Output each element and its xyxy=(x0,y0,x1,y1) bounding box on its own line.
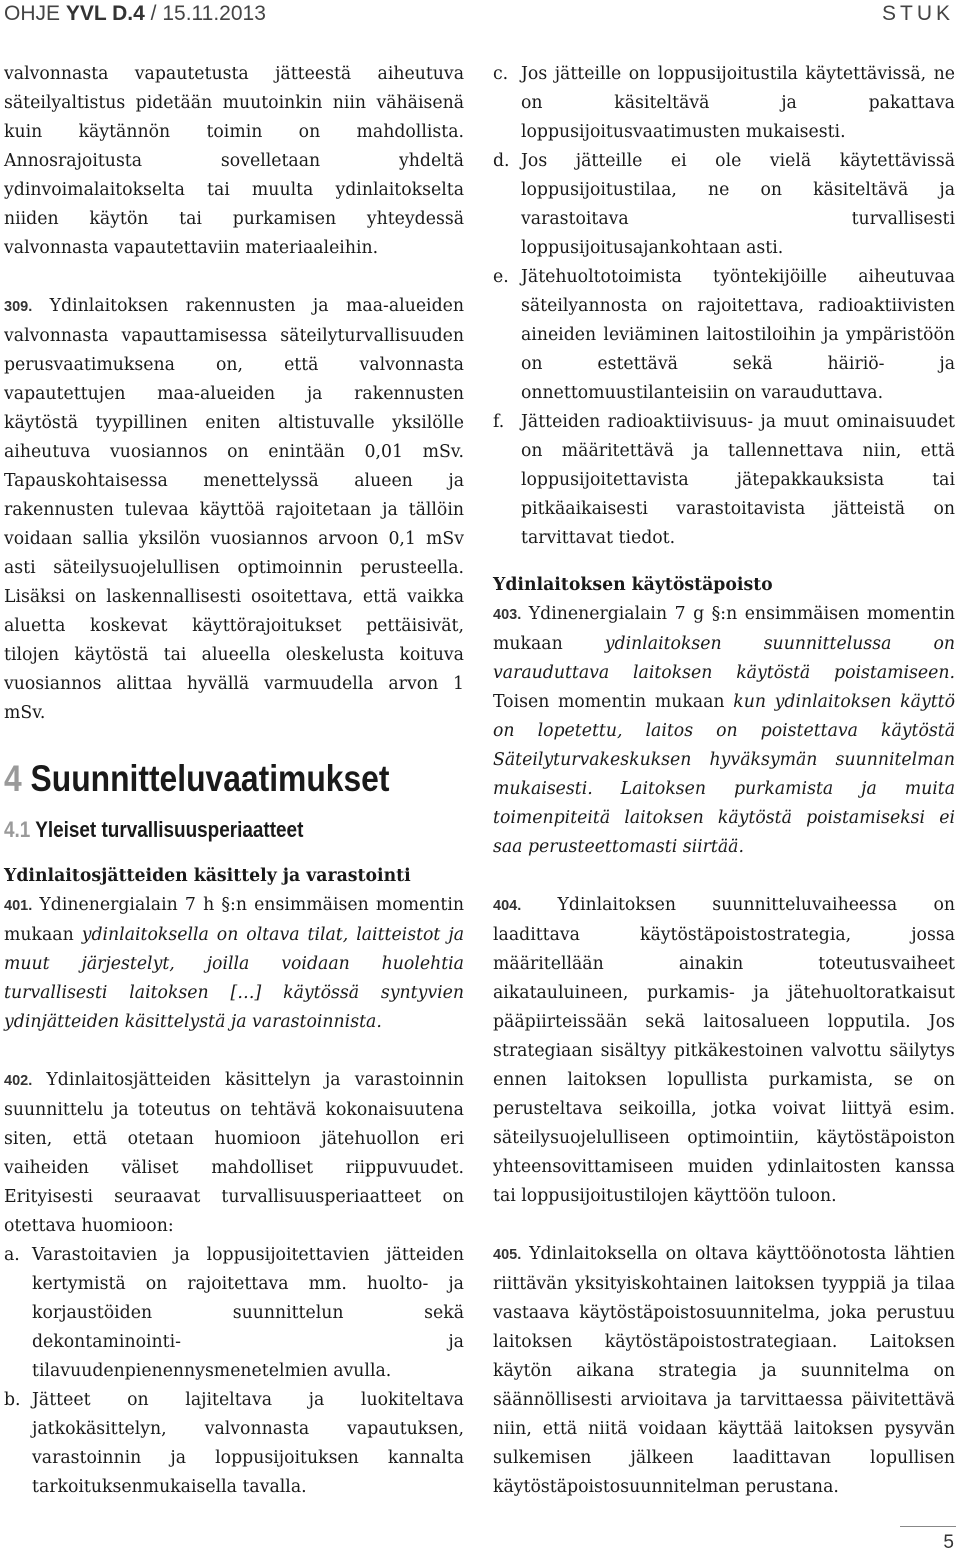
doc-code: YVL D.4 xyxy=(65,2,145,25)
list-label: d. xyxy=(493,151,510,171)
paragraph-text: Toisen momentin mukaan xyxy=(493,692,734,712)
list-item xyxy=(4,1241,464,1386)
list-label: e. xyxy=(493,267,509,287)
doc-type: OHJE xyxy=(4,2,66,25)
page-number: 5 xyxy=(943,1532,954,1553)
paragraph-number: 405. xyxy=(493,1247,522,1263)
chapter-number: 4 xyxy=(4,758,22,799)
subheading-waste-handling: Ydinlaitosjätteiden käsittely ja varastointi xyxy=(4,866,411,886)
paragraph-404 xyxy=(493,891,955,1211)
paragraph-text: Ydinenergialain 7 g §:n ensimmäisen momentin mukaan xyxy=(493,604,955,654)
list-text: Jätehuoltotoimista työntekijöille aiheutuvaa säteilyannosta on rajoitettava, radioaktiivisten aineiden leviäminen laitostiloihin ja ympäristöön on estettävä sekä häiriö- ja onnettomuustilanteisiin on varauduttava. xyxy=(521,267,955,403)
right-column xyxy=(493,60,955,1502)
doc-date: / 15.11.2013 xyxy=(144,2,266,25)
list-text: Jätteet on lajiteltava ja luokiteltava jatkokäsittelyn, valvonnasta vapautuksen, varastoinnin ja loppusijoituksen kannalta tarkoituksenmukaisella tavalla. xyxy=(32,1390,464,1497)
paragraph-number: 404. xyxy=(493,898,522,914)
paragraph-number: 309. xyxy=(4,299,33,315)
paragraph-401 xyxy=(4,891,464,1037)
paragraph-quote: ydinlaitoksen suunnittelussa on varauduttava laitoksen käytöstä poistamiseen. xyxy=(493,634,955,683)
subheading-decommissioning: Ydinlaitoksen käytöstäpoisto xyxy=(493,575,773,595)
section-title: Yleiset turvallisuusperiaatteet xyxy=(30,817,304,842)
list-item xyxy=(493,408,955,553)
paragraph-405 xyxy=(493,1240,955,1502)
paragraph-309 xyxy=(4,292,464,728)
intro-paragraph: valvonnasta vapautetusta jätteestä aiheutuva säteilyaltistus pidetään muutoinkin niin vähäisenä kuin käytännön toimin on mahdollista. Annosrajoitusta sovelletaan yhdeltä ydinvoimalaitokselta tai muulta ydinlaitokselta niiden käytön tai purkamisen yhteydessä valvonnasta vapautettaviin materiaaleihin. xyxy=(4,64,464,258)
paragraph-text: Ydinenergialain 7 h §:n ensimmäisen momentin mukaan xyxy=(4,895,464,945)
list-item xyxy=(4,1386,464,1502)
list-text: Jos jätteille on loppusijoitustila käytettävissä, ne on käsiteltävä ja pakattava loppusijoitusvaatimusten mukaisesti. xyxy=(521,64,955,142)
paragraph-quote: ydinlaitoksella on oltava tilat, laitteistot ja muut järjestelyt, joilla voidaan huolehtia turvallisesti laitoksen […] käytössä syntyvien ydinjätteiden käsittelystä ja varastoinnista. xyxy=(4,925,465,1032)
paragraph-number: 403. xyxy=(493,607,522,623)
left-column xyxy=(4,60,464,1502)
list-text: Varastoitavien ja loppusijoitettavien jätteiden kertymistä on rajoitettava mm. huolto- ja korjaustöiden suunnittelun sekä dekontaminointi- ja tilavuudenpienennysmenetelmien avulla. xyxy=(32,1245,464,1381)
chapter-heading xyxy=(4,758,400,800)
list-item xyxy=(493,147,955,263)
list-text: Jätteiden radioaktiivisuus- ja muut ominaisuudet on määritettävä ja tallennettava niin, että loppusijoitettavista jätepakkauksista tai pitkäaikaisesti varastoitavista jätteistä on tarvittavat tiedot. xyxy=(521,412,955,548)
paragraph-403 xyxy=(493,600,955,862)
list-label: a. xyxy=(4,1245,20,1265)
paragraph-text: Ydinlaitoksen rakennusten ja maa-alueiden valvonnasta vapauttamisessa säteilyturvallisuuden perusvaatimuksena on, että valvonnasta vapautettujen maa-alueiden ja rakennusten käytöstä tyypillinen eniten altistuvalle yksilölle aiheutuva vuosiannos on enintään 0,01 mSv. Tapauskohtaisessa menettelyssä alueen ja rakennusten tulevaa käyttöä rajoitetaan ja tällöin voidaan sallia yksilön vuosiannos arvoon 0,1 mSv asti säteilysuojelullisen optimoinnin perusteella. Lisäksi on laskennallisesti osoitettava, että vaikka aluetta koskevat käyttörajoitukset pettäisivät, tilojen käytöstä tai alueella oleskelusta koituva vuosiannos alittaa hyvällä varmuudella arvon 1 mSv. xyxy=(4,296,464,723)
page-header xyxy=(0,0,960,34)
list-label: c. xyxy=(493,64,509,84)
chapter-title: Suunnitteluvaatimukset xyxy=(21,758,390,799)
paragraph-text: Ydinlaitoksen suunnitteluvaiheessa on laadittava käytöstäpoistostrategia, jossa määritellään ainakin toteutusvaiheet aikatauluineen, purkamis- ja jätehuoltoratkaisut pääpiirteissään sekä laitosalueen lopputila. Jos strategiaan sisältyy pitkäkestoinen valvottu säilytys ennen laitoksen lopullista purkamista, se on perusteltava seikoilla, jotka voivat liittyä esim. säteilysuojelulliseen optimointiin, käytöstäpoiston yhteensovittamiseen muiden ydinlaitosten kanssa tai loppusijoitustilojen käyttöön tuloon. xyxy=(493,895,955,1206)
paragraph-402 xyxy=(4,1066,464,1241)
organization-name: STUK xyxy=(881,2,954,25)
section-number: 4.1 xyxy=(4,817,31,842)
paragraph-number: 402. xyxy=(4,1073,33,1089)
list-item xyxy=(493,60,955,147)
paragraph-text: Ydinlaitosjätteiden käsittelyn ja varastoinnin suunnittelu ja toteutus on tehtävä kokonaisuutena siten, että otetaan huomioon jätehuollon eri vaiheiden väliset mahdolliset riippuvuudet. Erityisesti seuraavat turvallisuusperiaatteet on otettava huomioon: xyxy=(4,1070,464,1236)
list-text: Jos jätteille ei ole vielä käytettävissä loppusijoitustilaa, ne on käsiteltävä ja varastoitava turvallisesti loppusijoitusajankohtaan asti. xyxy=(521,151,955,258)
section-heading xyxy=(4,816,400,844)
footer-rule xyxy=(900,1526,956,1527)
list-label: f. xyxy=(493,412,505,432)
paragraph-quote: kun ydinlaitoksen käyttö on lopetettu, laitos on poistettava käytöstä Säteilyturvakeskuksen hyväksymän suunnitelman mukaisesti. Laitoksen purkamista ja muita toimenpiteitä laitoksen käytöstä poistamiseksi ei saa perusteettomasti siirtää. xyxy=(493,692,956,857)
list-label: b. xyxy=(4,1390,21,1410)
list-item xyxy=(493,263,955,408)
paragraph-number: 401. xyxy=(4,898,33,914)
document-reference xyxy=(4,0,266,31)
paragraph-text: Ydinlaitoksella on oltava käyttöönotosta lähtien riittävän yksityiskohtainen laitoksen tyyppiä ja tilaa vastaava käytöstäpoistosuunnitelma, joka perustuu laitoksen käytöstäpoistostrategiaan. Laitoksen käytön aikana strategia ja suunnitelma on säännöllisesti arvioitava ja tarvittaessa päivitettävä niin, että niitä voidaan käyttää laitoksen pysyvän sulkemisen jälkeen laadittavan lopullisen käytöstäpoistosuunnitelman perustana. xyxy=(493,1244,955,1497)
